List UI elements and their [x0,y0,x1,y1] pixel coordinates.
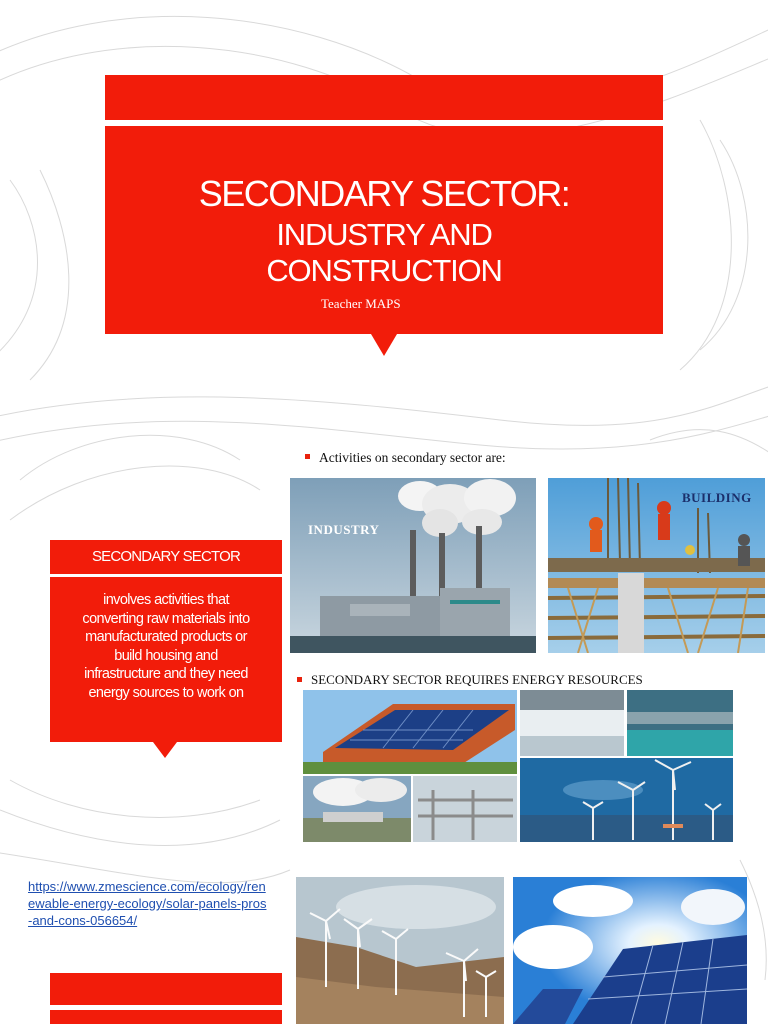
slide-title: SECONDARY SECTOR: [198,173,570,214]
title-pointer-arrow [371,334,397,356]
building-photo [548,478,765,653]
definition-pointer-arrow [153,742,177,758]
bullet-energy [297,672,643,688]
slide-subtitle-line1: INDUSTRY AND [276,217,492,252]
definition-line: energy sources to work on [88,684,244,701]
author-name: Teacher MAPS [321,296,401,311]
title-box [105,126,663,334]
energy-collage [303,690,733,842]
industry-photo [290,478,536,653]
solar-panels-photo [513,877,747,1024]
bullet-energy-text: SECONDARY SECTOR REQUIRES ENERGY RESOURCES [311,672,643,687]
slide-subtitle-line2: CONSTRUCTION [266,253,502,288]
title-top-band [105,75,663,120]
bottom-title-box [50,1010,282,1024]
wind-farm-photo [296,877,504,1024]
bullet-activities-text: Activities on secondary sector are: [319,450,506,465]
definition-line: infrastructure and they need [84,666,248,682]
definition-heading: SECONDARY SECTOR [50,540,282,574]
definition-line: manufacturated products or [85,629,247,645]
definition-line: involves activities that [103,592,229,608]
building-label: BUILDING [682,490,752,505]
bullet-marker-icon [297,677,302,682]
definition-body [50,577,282,742]
definition-line: converting raw materials into [82,610,250,627]
bullet-activities [305,450,506,466]
source-link[interactable]: https://www.zmescience.com/ecology/renewable-energy-ecology/solar-panels-pros-and-cons-056654/ [28,879,267,928]
industry-label: INDUSTRY [308,522,380,537]
definition-line: build housing and [114,647,218,664]
bottom-title-band [50,973,282,1005]
bullet-marker-icon [305,454,310,459]
